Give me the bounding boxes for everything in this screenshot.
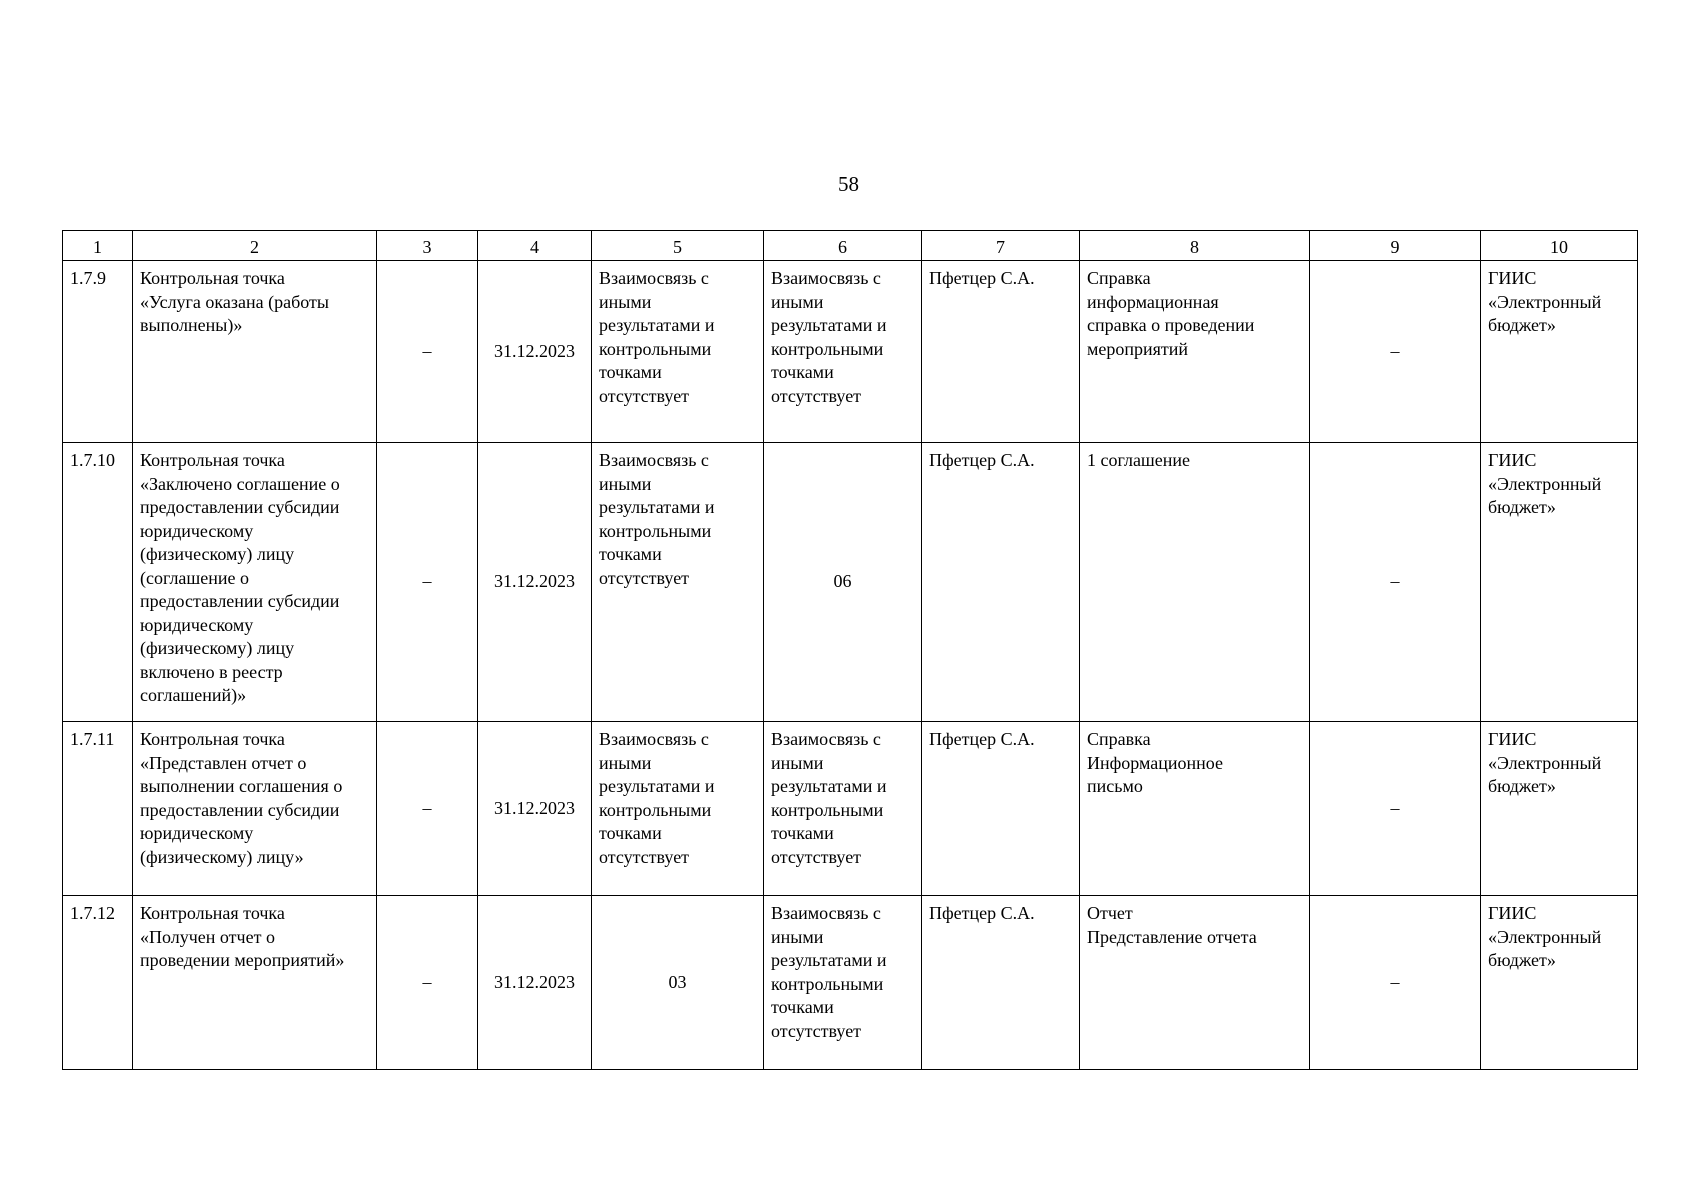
table-row bbox=[63, 896, 1638, 1070]
table-row bbox=[63, 443, 1638, 722]
col6-value: Взаимосвязь с иными результатами и контрольными точками отсутствует bbox=[764, 722, 922, 896]
page-number: 58 bbox=[838, 172, 859, 196]
control-point-name: Контрольная точка «Услуга оказана (работы выполнены)» bbox=[133, 261, 377, 443]
date-value: 31.12.2023 bbox=[478, 261, 592, 443]
col10-value: ГИИС «Электронный бюджет» bbox=[1481, 896, 1638, 1070]
control-points-table bbox=[62, 230, 1638, 1070]
col9-value: – bbox=[1310, 443, 1481, 722]
header-cell: 3 bbox=[377, 231, 478, 261]
responsible-person: Пфетцер С.А. bbox=[922, 896, 1080, 1070]
col6-value: Взаимосвязь с иными результатами и контрольными точками отсутствует bbox=[764, 896, 922, 1070]
row-number: 1.7.9 bbox=[63, 261, 133, 443]
table-header-row bbox=[63, 231, 1638, 261]
header-cell: 5 bbox=[592, 231, 764, 261]
col10-value: ГИИС «Электронный бюджет» bbox=[1481, 722, 1638, 896]
row-number: 1.7.10 bbox=[63, 443, 133, 722]
date-value: 31.12.2023 bbox=[478, 722, 592, 896]
col3-value: – bbox=[377, 722, 478, 896]
header-cell: 7 bbox=[922, 231, 1080, 261]
col5-value: 03 bbox=[592, 896, 764, 1070]
table-row bbox=[63, 722, 1638, 896]
header-cell: 2 bbox=[133, 231, 377, 261]
col8-value: 1 соглашение bbox=[1080, 443, 1310, 722]
table-row bbox=[63, 261, 1638, 443]
header-cell: 4 bbox=[478, 231, 592, 261]
col3-value: – bbox=[377, 896, 478, 1070]
col5-value: Взаимосвязь с иными результатами и контрольными точками отсутствует bbox=[592, 722, 764, 896]
control-point-name: Контрольная точка «Получен отчет о проведении мероприятий» bbox=[133, 896, 377, 1070]
col9-value: – bbox=[1310, 261, 1481, 443]
col3-value: – bbox=[377, 443, 478, 722]
header-cell: 8 bbox=[1080, 231, 1310, 261]
col6-value: 06 bbox=[764, 443, 922, 722]
row-number: 1.7.11 bbox=[63, 722, 133, 896]
col8-value: Справка Информационное письмо bbox=[1080, 722, 1310, 896]
col8-value: Отчет Представление отчета bbox=[1080, 896, 1310, 1070]
col10-value: ГИИС «Электронный бюджет» bbox=[1481, 261, 1638, 443]
control-point-name: Контрольная точка «Заключено соглашение о предоставлении субсидии юридическому (физическому) лицу (соглашение о предоставлении субсидии юридическому (физическому) лицу включено в реестр соглашений)» bbox=[133, 443, 377, 722]
col9-value: – bbox=[1310, 722, 1481, 896]
col9-value: – bbox=[1310, 896, 1481, 1070]
date-value: 31.12.2023 bbox=[478, 443, 592, 722]
col6-value: Взаимосвязь с иными результатами и контрольными точками отсутствует bbox=[764, 261, 922, 443]
header-cell: 6 bbox=[764, 231, 922, 261]
responsible-person: Пфетцер С.А. bbox=[922, 722, 1080, 896]
control-point-name: Контрольная точка «Представлен отчет о выполнении соглашения о предоставлении субсидии юридическому (физическому) лицу» bbox=[133, 722, 377, 896]
date-value: 31.12.2023 bbox=[478, 896, 592, 1070]
responsible-person: Пфетцер С.А. bbox=[922, 261, 1080, 443]
header-cell: 10 bbox=[1481, 231, 1638, 261]
col3-value: – bbox=[377, 261, 478, 443]
row-number: 1.7.12 bbox=[63, 896, 133, 1070]
header-cell: 9 bbox=[1310, 231, 1481, 261]
col10-value: ГИИС «Электронный бюджет» bbox=[1481, 443, 1638, 722]
responsible-person: Пфетцер С.А. bbox=[922, 443, 1080, 722]
col5-value: Взаимосвязь с иными результатами и контрольными точками отсутствует bbox=[592, 261, 764, 443]
header-cell: 1 bbox=[63, 231, 133, 261]
col8-value: Справка информационная справка о проведении мероприятий bbox=[1080, 261, 1310, 443]
col5-value: Взаимосвязь с иными результатами и контрольными точками отсутствует bbox=[592, 443, 764, 722]
